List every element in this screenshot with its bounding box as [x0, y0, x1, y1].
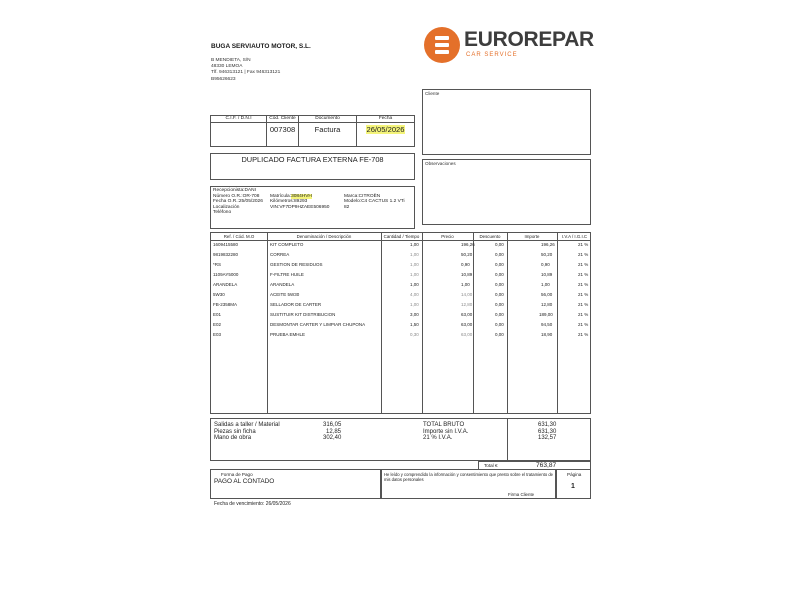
- observaciones-label: Observaciones: [425, 161, 456, 166]
- cell-price: 63,00: [461, 322, 473, 327]
- telefono: Teléfono: [213, 210, 232, 215]
- sin-iva-label: Importe sin I.V.A.: [423, 428, 469, 435]
- firma-cliente-label: Firma Cliente: [508, 492, 535, 497]
- logo-word: EUROREPAR: [464, 28, 594, 51]
- cell-iva: 21 %: [578, 322, 589, 327]
- table-row: [211, 251, 592, 260]
- cell-amount: 0,90: [541, 262, 550, 267]
- fecha-vencimiento: Fecha de vencimiento: 26/05/2026: [214, 501, 291, 507]
- salidas-label: Salidas a taller / Material: [214, 422, 280, 428]
- col-importe: Importe: [524, 234, 540, 239]
- forma-pago-label: Forma de Pago: [221, 472, 253, 477]
- cell-qty: 1,00: [410, 262, 419, 267]
- col-precio: Precio: [441, 234, 454, 239]
- header-col-cod-cliente: Cód. Cliente: [267, 116, 299, 123]
- invoice-lines-table: [210, 232, 591, 414]
- cell-desc: GESTION DE RESIDUOS: [270, 262, 323, 267]
- header-col-documento: Documento: [299, 116, 357, 123]
- table-row: [211, 271, 592, 280]
- cell-iva: 21 %: [578, 332, 589, 337]
- cell-desc: DESMONTAR CARTER Y LIMPIAR CHUPONA: [270, 322, 366, 327]
- col-ref: Ref. / Cód. M.O: [223, 234, 255, 239]
- cell-price: 10,89: [461, 272, 473, 277]
- cell-price: 196,26: [461, 242, 475, 247]
- forma-pago-box: [210, 469, 381, 499]
- address-line: 48330 LEMOA: [211, 64, 243, 70]
- cell-amount: 10,89: [541, 272, 553, 277]
- cell-desc: F-FILTRE HUILE: [270, 272, 304, 277]
- vin: VIN:VF7DP9HZAEE506950: [270, 204, 330, 210]
- mano-label: Mano de obra: [214, 435, 252, 441]
- cell-iva: 21 %: [578, 292, 589, 297]
- consent-box: [381, 469, 556, 499]
- cell-price: 0,90: [461, 262, 470, 267]
- col-descuento: Descuento: [479, 234, 501, 239]
- cell-iva: 21 %: [578, 262, 589, 267]
- header-col-cif: C.I.F. / D.N.I: [211, 116, 267, 123]
- total-bruto-label: TOTAL BRUTO: [423, 422, 465, 428]
- modelo: Modelo:C4 CACTUS 1.2 VTi: [344, 199, 405, 204]
- col-iva: I.V.A / I.G.I.C: [561, 234, 588, 239]
- cell-ref: 5W30: [213, 292, 225, 297]
- cell-disc: 0,00: [495, 292, 504, 297]
- sin-iva-value: 631,30: [538, 428, 557, 435]
- cell-price: 12,80: [461, 302, 473, 307]
- cell-iva: 21 %: [578, 272, 589, 277]
- address-line: Tlf. 946313121 | Fax 946313121: [211, 70, 281, 76]
- cell-iva: 21 %: [578, 302, 589, 307]
- cell-disc: 0,00: [495, 272, 504, 277]
- cell-qty: 1,00: [410, 252, 419, 257]
- kilometros: Kilómetros:89293: [270, 199, 308, 204]
- header-cif-value: [211, 123, 267, 147]
- cell-ref: E02: [213, 322, 222, 327]
- localizacion: Localización: [213, 204, 240, 210]
- cell-amount: 18,90: [541, 332, 553, 337]
- cell-iva: 21 %: [578, 242, 589, 247]
- cell-ref: *RS: [213, 262, 222, 267]
- cell-desc: SELLADOR DE CARTER: [270, 302, 322, 307]
- cell-ref: E01: [213, 312, 222, 317]
- header-fecha-value: 26/05/2026: [366, 125, 405, 134]
- cell-qty: 1,50: [410, 322, 419, 327]
- cell-desc: ARANDELA: [270, 282, 295, 287]
- cell-qty: 3,00: [410, 312, 419, 317]
- cell-disc: 0,00: [495, 322, 504, 327]
- table-row: [211, 321, 592, 330]
- cell-amount: 50,20: [541, 252, 553, 257]
- cell-price: 50,20: [461, 252, 473, 257]
- cell-amount: 12,80: [541, 302, 553, 307]
- cell-disc: 0,00: [495, 332, 504, 337]
- cell-disc: 0,00: [495, 242, 504, 247]
- address-line: B95626623: [211, 76, 236, 82]
- forma-pago-value: PAGO AL CONTADO: [214, 478, 275, 485]
- matricula-label: Matrícula:: [270, 193, 292, 199]
- cell-ref: E03: [213, 332, 222, 337]
- cell-disc: 0,00: [495, 282, 504, 287]
- header-table: [210, 115, 415, 147]
- cell-disc: 0,00: [495, 252, 504, 257]
- cell-desc: CORREA: [270, 252, 290, 257]
- pagina-value: 1: [571, 483, 575, 490]
- eurorepar-logo: [424, 26, 594, 66]
- header-fecha-cell: [357, 123, 415, 147]
- eurorepar-e-icon: [424, 27, 460, 63]
- iva-label: 21 % I.V.A.: [423, 435, 453, 441]
- page-number-box: [556, 469, 591, 499]
- table-row: [211, 291, 592, 300]
- col-cantidad: Cantidad / Tiempo: [383, 234, 420, 239]
- cell-qty: 4,00: [410, 292, 419, 297]
- cell-disc: 0,00: [495, 262, 504, 267]
- table-row: [211, 261, 592, 270]
- vehicle-info-box: [210, 186, 415, 229]
- cell-qty: 1,00: [410, 302, 419, 307]
- cell-price: 63,00: [461, 332, 473, 337]
- cell-qty: 1,00: [410, 242, 419, 247]
- vehicle-extra: 82: [344, 204, 350, 210]
- cell-desc: SUSTITUIR KIT DISTRIBUCION: [270, 312, 336, 317]
- cell-qty: 1,00: [410, 282, 419, 287]
- logo-subtitle: CAR SERVICE: [466, 52, 518, 58]
- marca: Marca:CITROËN: [344, 193, 381, 199]
- total-label: Total €: [484, 463, 498, 468]
- piezas-value: 12,85: [326, 428, 342, 435]
- iva-value: 132,57: [538, 435, 557, 441]
- cell-iva: 21 %: [578, 252, 589, 257]
- company-address: [211, 58, 280, 83]
- table-row: [211, 311, 592, 320]
- table-row: [211, 331, 592, 340]
- mano-value: 302,40: [323, 435, 342, 441]
- cell-iva: 21 %: [578, 312, 589, 317]
- salidas-value: 316,05: [323, 422, 342, 428]
- company-name: BUGA SERVIAUTO MOTOR, S.L.: [211, 43, 311, 50]
- table-row: [211, 281, 592, 290]
- cell-ref: FB-2358MA: [213, 302, 238, 307]
- col-descripcion: Denominación / Descripción: [296, 234, 352, 239]
- pagina-label: Página: [567, 472, 582, 477]
- cell-amount: 189,00: [539, 312, 553, 317]
- totals-box: [210, 418, 591, 461]
- cell-price: 14,00: [461, 292, 473, 297]
- header-documento-value: Factura: [299, 123, 357, 147]
- matricula-value: 3084HVH: [291, 193, 312, 199]
- cell-ref: 1609415580: [213, 242, 239, 247]
- cell-ref: ARANDELA: [213, 282, 238, 287]
- cell-disc: 0,00: [495, 312, 504, 317]
- cell-qty: 0,30: [410, 332, 419, 337]
- cell-ref: 9819832280: [213, 252, 239, 257]
- cell-qty: 1,00: [410, 272, 419, 277]
- address-line: B MENDIETA, S/N: [211, 58, 251, 63]
- cell-price: 1,00: [461, 282, 470, 287]
- cell-amount: 196,26: [541, 242, 555, 247]
- cell-amount: 56,00: [541, 292, 553, 297]
- cell-ref: 1109AY5000: [213, 272, 239, 277]
- total-value: 763,87: [536, 461, 557, 469]
- cliente-label: Cliente: [425, 91, 440, 96]
- cell-disc: 0,00: [495, 302, 504, 307]
- total-bruto-value: 631,30: [538, 422, 557, 428]
- header-cod-cliente-value: 007308: [267, 123, 299, 147]
- table-row: [211, 241, 592, 250]
- cell-price: 63,00: [461, 312, 473, 317]
- consent-text: He leído y comprendido la información y consentimiento que presto sobre el tratamiento de mis datos personales: [384, 471, 553, 482]
- cell-amount: 1,00: [541, 282, 550, 287]
- fecha-or: Fecha O.R.:25/05/2026: [213, 199, 263, 204]
- cell-desc: KIT COMPLETO: [270, 242, 304, 247]
- cliente-box: [422, 89, 591, 155]
- observaciones-box: [422, 159, 591, 225]
- table-row: [211, 301, 592, 310]
- header-col-fecha: Fecha: [357, 116, 415, 123]
- cell-iva: 21 %: [578, 282, 589, 287]
- piezas-label: Piezas sin ficha: [214, 428, 256, 435]
- cell-amount: 94,50: [541, 322, 553, 327]
- recepcionista: Recepcionista:DANI: [213, 188, 256, 193]
- document-title: DUPLICADO FACTURA EXTERNA FE-708: [210, 153, 415, 180]
- cell-desc: PRUEBA EMHLE: [270, 332, 306, 337]
- numero-or: Número O.R.:OR-708: [213, 193, 260, 199]
- cell-desc: ACEITE 5W30: [270, 292, 300, 297]
